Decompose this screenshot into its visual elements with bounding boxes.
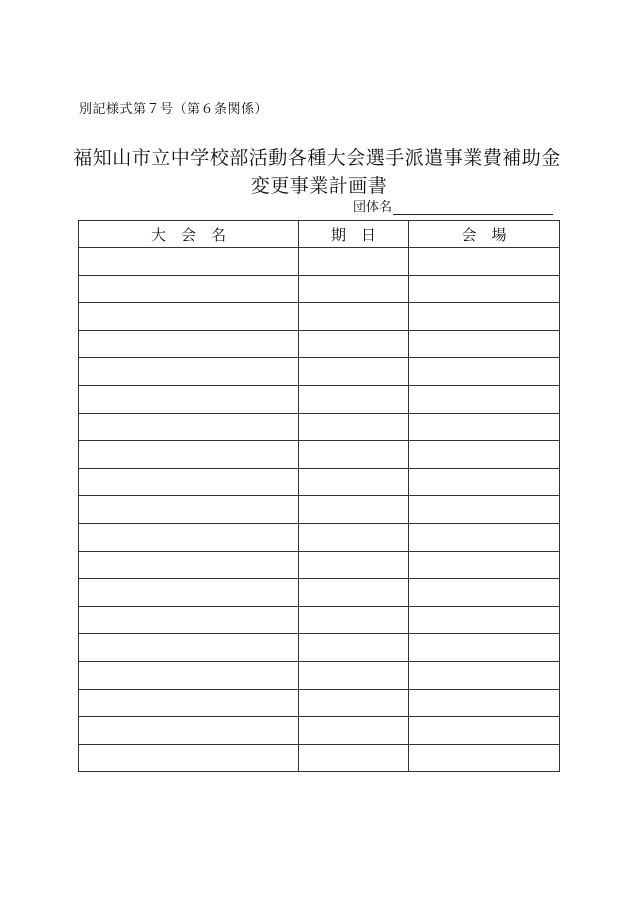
table-row — [79, 606, 560, 634]
venue-cell[interactable] — [409, 441, 560, 469]
date-cell[interactable] — [299, 606, 409, 634]
table-row — [79, 634, 560, 662]
date-cell[interactable] — [299, 303, 409, 331]
header-venue: 会 場 — [409, 221, 560, 248]
event-name-cell[interactable] — [79, 413, 299, 441]
event-name-cell[interactable] — [79, 717, 299, 745]
organization-name-field — [353, 198, 553, 216]
table-row — [79, 385, 560, 413]
table-row — [79, 330, 560, 358]
date-cell[interactable] — [299, 717, 409, 745]
event-name-cell[interactable] — [79, 358, 299, 386]
date-cell[interactable] — [299, 744, 409, 772]
table-row — [79, 579, 560, 607]
event-name-cell[interactable] — [79, 468, 299, 496]
date-cell[interactable] — [299, 634, 409, 662]
venue-cell[interactable] — [409, 551, 560, 579]
date-cell[interactable] — [299, 551, 409, 579]
event-name-cell[interactable] — [79, 579, 299, 607]
venue-cell[interactable] — [409, 358, 560, 386]
event-name-cell[interactable] — [79, 441, 299, 469]
table-row — [79, 303, 560, 331]
date-cell[interactable] — [299, 523, 409, 551]
table-row — [79, 523, 560, 551]
table-row — [79, 744, 560, 772]
table-row — [79, 413, 560, 441]
event-name-cell[interactable] — [79, 744, 299, 772]
venue-cell[interactable] — [409, 606, 560, 634]
date-cell[interactable] — [299, 330, 409, 358]
event-name-cell[interactable] — [79, 523, 299, 551]
form-number: 別記様式第７号（第６条関係） — [79, 102, 269, 117]
table-header-row — [79, 221, 560, 248]
event-name-cell[interactable] — [79, 303, 299, 331]
venue-cell[interactable] — [409, 330, 560, 358]
venue-cell[interactable] — [409, 744, 560, 772]
event-name-cell[interactable] — [79, 606, 299, 634]
venue-cell[interactable] — [409, 468, 560, 496]
table-row — [79, 358, 560, 386]
table-row — [79, 248, 560, 276]
date-cell[interactable] — [299, 248, 409, 276]
date-cell[interactable] — [299, 413, 409, 441]
event-name-cell[interactable] — [79, 634, 299, 662]
date-cell[interactable] — [299, 689, 409, 717]
date-cell[interactable] — [299, 358, 409, 386]
event-name-cell[interactable] — [79, 385, 299, 413]
venue-cell[interactable] — [409, 689, 560, 717]
table-row — [79, 441, 560, 469]
venue-cell[interactable] — [409, 248, 560, 276]
event-name-cell[interactable] — [79, 551, 299, 579]
event-name-cell[interactable] — [79, 275, 299, 303]
table-row — [79, 551, 560, 579]
venue-cell[interactable] — [409, 275, 560, 303]
venue-cell[interactable] — [409, 303, 560, 331]
date-cell[interactable] — [299, 275, 409, 303]
venue-cell[interactable] — [409, 523, 560, 551]
table-row — [79, 468, 560, 496]
event-name-cell[interactable] — [79, 496, 299, 524]
venue-cell[interactable] — [409, 634, 560, 662]
date-cell[interactable] — [299, 385, 409, 413]
header-date: 期 日 — [299, 221, 409, 248]
event-name-cell[interactable] — [79, 661, 299, 689]
table-row — [79, 496, 560, 524]
venue-cell[interactable] — [409, 661, 560, 689]
organization-name-blank[interactable] — [393, 199, 553, 215]
organization-name-label: 団体名 — [353, 200, 393, 215]
form-title-line-1: 福知山市立中学校部活動各種大会選手派遣事業費補助金 — [73, 147, 561, 169]
table-row — [79, 661, 560, 689]
venue-cell[interactable] — [409, 496, 560, 524]
form-title-line-2: 変更事業計画書 — [250, 175, 388, 197]
venue-cell[interactable] — [409, 579, 560, 607]
event-plan-table — [78, 220, 560, 772]
date-cell[interactable] — [299, 441, 409, 469]
table-body — [79, 248, 560, 772]
event-name-cell[interactable] — [79, 248, 299, 276]
table-row — [79, 689, 560, 717]
event-name-cell[interactable] — [79, 689, 299, 717]
date-cell[interactable] — [299, 496, 409, 524]
header-event-name: 大 会 名 — [79, 221, 299, 248]
date-cell[interactable] — [299, 661, 409, 689]
date-cell[interactable] — [299, 468, 409, 496]
table-row — [79, 717, 560, 745]
venue-cell[interactable] — [409, 717, 560, 745]
date-cell[interactable] — [299, 579, 409, 607]
venue-cell[interactable] — [409, 413, 560, 441]
venue-cell[interactable] — [409, 385, 560, 413]
table-row — [79, 275, 560, 303]
event-name-cell[interactable] — [79, 330, 299, 358]
